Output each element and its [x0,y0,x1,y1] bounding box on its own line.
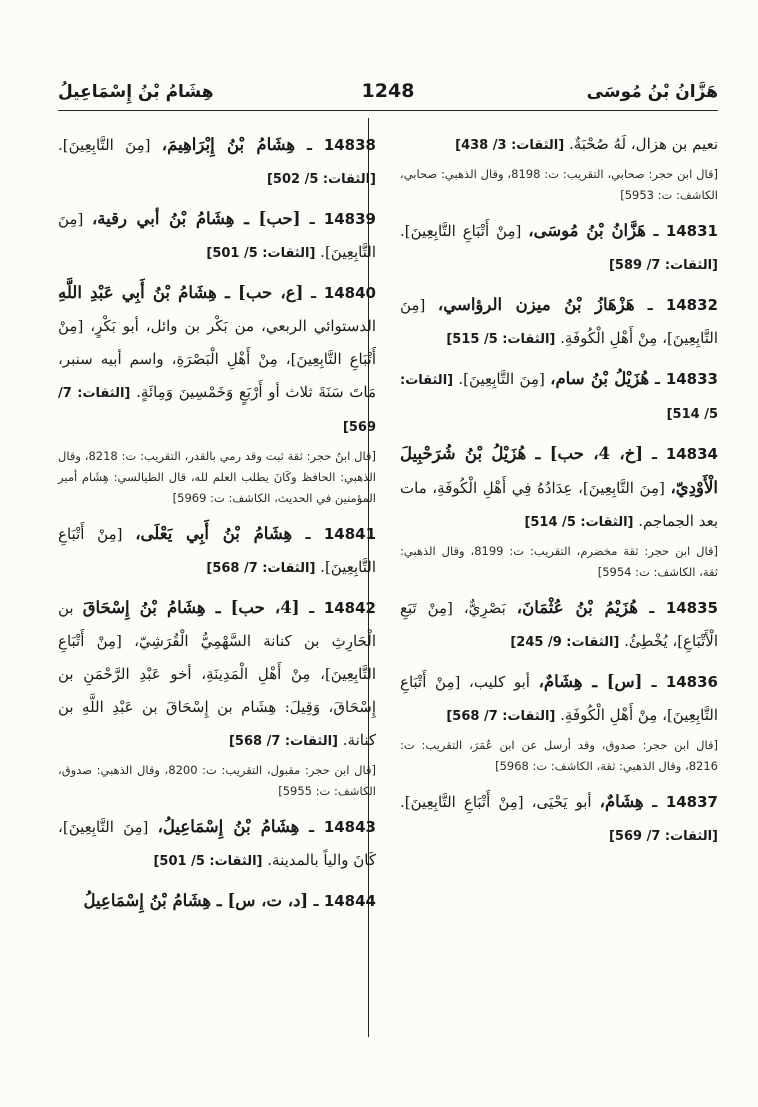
entry-text: [مِنْ أَتْبَاعِ التَّابِعِينَ]. [400,222,529,240]
biography-entry [400,665,718,733]
entry-number: 14834 ـ [643,445,718,463]
entry-name: [س] ـ هِشَامٌ، [538,672,643,691]
editor-note: [قال ابن حجر: صحابي، التقريب: ت: 8198، وقال الذهبي: صحابي، الكاشف: ت: 5953] [400,167,718,202]
entry-reference: [الثقات: 9/ 245] [510,635,620,650]
biography-entry [400,437,718,539]
entry-text: أبو كليب، [مِنْ أَتْبَاعِ التَّابِعِينَ]، مِنْ أَهْلِ الْكُوفَةِ. [400,673,718,724]
entry-text: [مِنَ التَّابِعِينَ]. [58,136,162,154]
entry-name: [د، ت، س] ـ هِشَامُ بْنُ إِسْمَاعِيلُ [83,891,309,910]
editor-note: [قال ابن حجر: ثقة مخضرم، التقريب: ت: 8199، وقال الذهبي: ثقة، الكاشف: ت: 5954] [400,544,718,579]
biography-entry [58,517,376,585]
entry-number: 14833 ـ [649,370,718,388]
entry-text: [مِنَ التَّابِعِينَ]، مِنْ أَهْلِ الْكُوفَةِ. [400,296,718,347]
entry-text: نعيم بن هزال، لَهُ صُحْبَةٌ. [564,135,718,153]
entry-reference: [الثقات: 7/ 568] [446,709,556,724]
biography-entry [400,785,718,853]
entry-name: هِشَامُ بْنُ أَبِي يَعْلَى، [135,524,293,543]
entry-text: [مِنْ أَتْبَاعِ التَّابِعِينَ]. [58,525,376,576]
entry-text: الدستوائي الربعي، من بَكْر بن وائل، أبو بَكْرٍ، [مِنْ أَتْبَاعِ التَّابِعِينَ]، مِنْ أَهْلِ الْبَصْرَةِ، واسم أبيه سنبر، مَاتَ سَنَةَ ثلاث أو أَرْبَعٍ وَخَمْسِينَ وَمِائَةٍ. [58,317,376,401]
entry-name: هَزْهَازُ بْنُ ميزن الرؤاسي، [437,295,635,314]
entry-reference: [الثقات: 5/ 514] [400,373,718,422]
entry-text: أبو يَحْيَى، [مِنْ أَتْبَاعِ التَّابِعِينَ]. [400,793,600,811]
biography-entry [400,128,718,162]
biography-entry [58,202,376,270]
header-right-title: هَزَّانُ بْنُ مُوسَى [586,82,718,102]
entry-reference: [الثقات: 5/ 514] [524,515,634,530]
entry-reference: [الثقات: 5/ 502] [266,172,376,187]
biography-entry [400,214,718,282]
entry-reference: [الثقات: 3/ 438] [455,138,565,153]
biography-entry [58,128,376,196]
entry-name: هُزَيْمُ بْنُ عُثْمَانَ، [516,598,638,617]
page-number: 1248 [361,80,415,102]
entry-reference: [الثقات: 7/ 568] [206,561,316,576]
entry-number: 14831 ـ [645,222,718,240]
entry-reference: [الثقات: 5/ 501] [153,854,263,869]
running-header [58,78,718,111]
entry-reference: [الثقات: 5/ 515] [446,332,556,347]
entry-reference: [الثقات: 7/ 568] [228,734,338,749]
editor-note: [قال ابنُ حجر: ثقة ثبت وقد رمي بالقدر، التقريب: ت: 8218، وقال الذهبي: الحافظ وكَانَ يطلب العلم لله، قال الطيالسي: هِشَام أمير المؤمنين في الحديث، الكاشف: ت: 5969] [58,449,376,505]
entry-number: 14839 ـ [300,210,376,228]
entry-reference: [الثقات: 7/ 589] [608,258,718,273]
entry-text: [مِنَ التَّابِعِينَ]، عِدَادُهُ فِي أَهْلِ الْكُوفَةِ، مات بعد الجماجم. [400,479,718,530]
editor-note: [قال ابن حجر: مقبول، التقريب: ت: 8200، وقال الذهبي: صدوق، الكاشف: ت: 5955] [58,763,376,798]
entry-number: 14837 ـ [643,793,718,811]
biography-entry [58,591,376,758]
biography-entry [58,884,376,918]
entry-name: هُزَيْلُ بْنُ سام، [550,369,650,388]
entry-name: [4، حب] ـ هِشَامُ بْنُ إِسْحَاقَ [82,598,300,617]
entry-name: [حب] ـ هِشَامُ بْنُ أبي رقية، [91,209,301,228]
left-column [58,122,376,918]
biography-entry [400,362,718,431]
biography-entry [400,288,718,356]
entry-text: بن الْحَارِثِ بن كنانة السَّهْمِيُّ الْقُرَشِيّ، [مِنْ أَتْبَاعِ التَّابِعِينَ]، مِنْ أَهْلِ الْمَدِينَةِ، أخو عَبْدِ الرَّحْمَنِ بن إِسْحَاقَ، وَقِيلَ: هِشَام بن إِسْحَاقَ بن عَبْدِ اللَّهِ بن كنانة. [58,599,376,749]
entry-reference: [الثقات: 7/ 569] [58,386,376,435]
biography-entry [58,810,376,878]
entry-number: 14842 ـ [299,599,376,617]
biography-entry [58,276,376,444]
entry-reference: [الثقات: 7/ 569] [608,829,718,844]
entry-number: 14841 ـ [292,525,377,543]
entry-number: 14832 ـ [634,296,718,314]
entry-text: بَصْرِيٌّ، [مِنْ تَبَعِ الْأَتْبَاعِ]، يُخْطِئُ. [400,599,718,650]
entry-reference: [الثقات: 5/ 501] [206,246,316,261]
entry-number: 14840 ـ [303,284,376,302]
entry-name: هِشَامٌ، [599,792,644,811]
entry-text: [مِنَ التَّابِعِينَ]. [453,370,551,388]
entry-number: 14836 ـ [642,673,718,691]
editor-note: [قال ابن حجر: صدوق، وقد أرسل عن ابن عُمَرَ، التقريب: ت: 8216، وقال الذهبي: ثقة، الكاشف: ت: 5968] [400,738,718,773]
entry-number: 14838 ـ [295,136,376,154]
entry-text: [مِنَ التَّابِعِينَ]. [58,210,376,261]
entry-number: 14844 ـ [308,892,376,910]
entry-name: هَزَّانُ بْنُ مُوسَى، [528,221,646,240]
entry-number: 14835 ـ [637,599,718,617]
entry-name: هِشَامُ بْنُ إِسْمَاعِيلُ، [157,817,300,836]
entry-name: [خ، 4، حب] ـ هُزَيْلُ بْنُ شُرَحْبِيلَ الْأَوْدِيّ، [400,444,718,497]
header-left-title: هِشَامُ بْنُ إِسْمَاعِيلُ [58,82,214,102]
entry-name: [ع، حب] ـ هِشَامُ بْنُ أَبِي عَبْدِ اللَّهِ [58,283,304,302]
entry-number: 14843 ـ [299,818,376,836]
right-column [400,122,718,853]
entry-name: هِشَامُ بْنُ إِبْرَاهِيمَ، [161,135,296,154]
entry-text: [مِنَ التَّابِعِينَ]، كَانَ والياً بالمدينة. [58,818,376,869]
biography-entry [400,591,718,659]
